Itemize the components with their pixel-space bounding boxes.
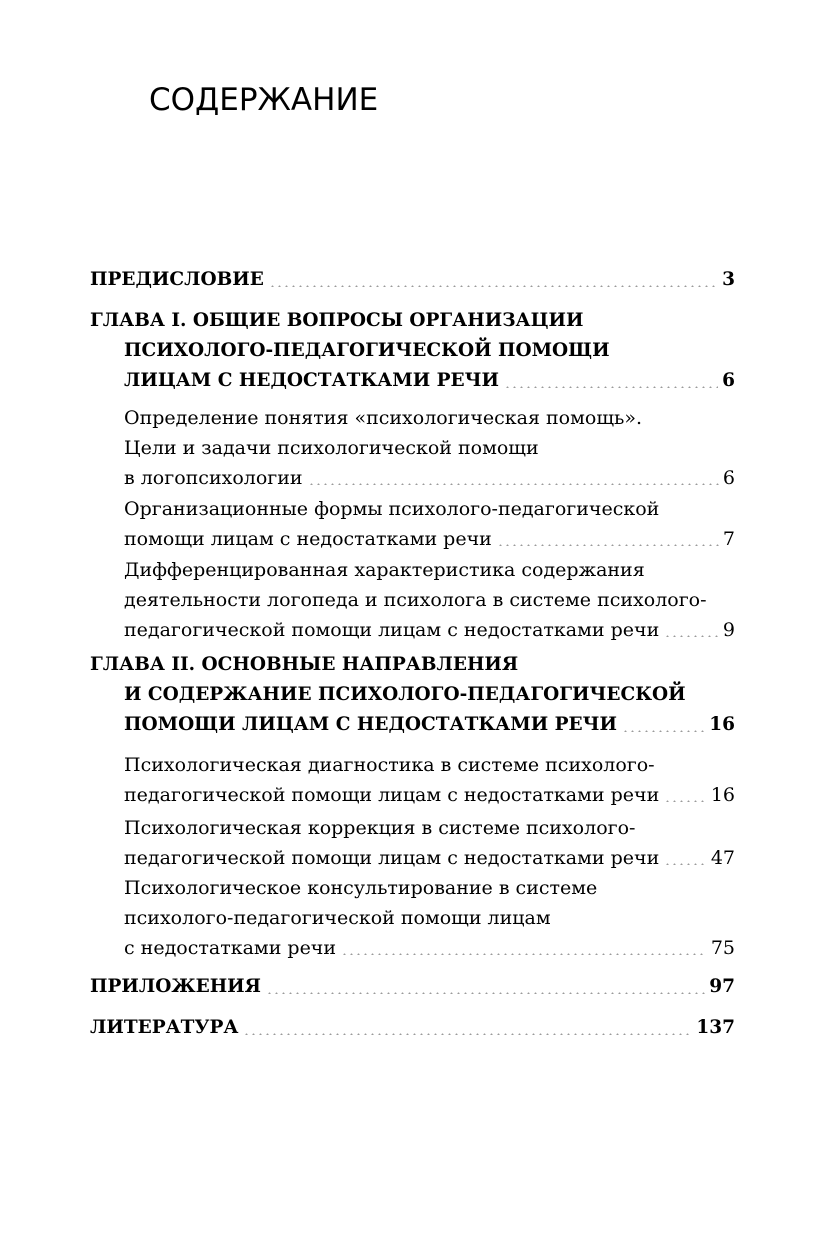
- toc-entry-title: ПРИЛОЖЕНИЯ: [90, 976, 261, 997]
- toc-entry-appendix[interactable]: [90, 972, 735, 1002]
- chapter-title-line: И СОДЕРЖАНИЕ ПСИХОЛОГО-ПЕДАГОГИЧЕСКОЙ: [124, 684, 686, 705]
- page-number: 16: [709, 714, 735, 735]
- dot-leader: [341, 953, 707, 955]
- dot-leader: [664, 635, 719, 637]
- toc-entry-title: ПРЕДИСЛОВИЕ: [90, 269, 264, 290]
- dot-leader: [664, 863, 707, 865]
- page-title: СОДЕРЖАНИЕ: [149, 82, 379, 118]
- dot-leader: [308, 483, 719, 485]
- dot-leader: [504, 386, 718, 388]
- toc-entry-literature[interactable]: [90, 1013, 735, 1043]
- dot-leader: [622, 730, 705, 732]
- toc-entry-preface[interactable]: [90, 265, 735, 295]
- page-number: 9: [722, 619, 735, 641]
- page-number: 6: [722, 370, 735, 391]
- chapter-title-line: ГЛАВА I. ОБЩИЕ ВОПРОСЫ ОРГАНИЗАЦИИ: [90, 310, 584, 331]
- dot-leader: [497, 544, 719, 546]
- page-number: 7: [722, 528, 735, 550]
- dot-leader: [266, 992, 705, 994]
- page-number: 16: [710, 784, 735, 806]
- dot-leader: [664, 800, 707, 802]
- chapter-title-line: ПСИХОЛОГО-ПЕДАГОГИЧЕСКОЙ ПОМОЩИ: [124, 340, 610, 361]
- page-number: 97: [709, 976, 735, 997]
- chapter-title-line: ПОМОЩИ ЛИЦАМ С НЕДОСТАТКАМИ РЕЧИ 16: [124, 710, 735, 740]
- chapter-title-line: ГЛАВА II. ОСНОВНЫЕ НАПРАВЛЕНИЯ: [90, 654, 519, 675]
- page-number: 137: [696, 1017, 735, 1038]
- chapter-title-line: ЛИЦАМ С НЕДОСТАТКАМИ РЕЧИ 6: [124, 366, 735, 396]
- page-number: 47: [710, 847, 735, 869]
- dot-leader: [243, 1033, 692, 1035]
- page-number: 3: [722, 269, 735, 290]
- dot-leader: [269, 285, 718, 287]
- page-number: 75: [710, 937, 735, 959]
- table-of-contents: ПРЕДИСЛОВИЕ 3 ГЛАВА I. ОБЩИЕ ВОПРОСЫ ОРГАНИЗАЦИИ ПСИХОЛОГО-ПЕДАГОГИЧЕСКОЙ ПОМОЩИ ЛИЦАМ С НЕДОСТАТКАМИ РЕЧИ 6 Определение понятия «психологическая помощь». Цели и задачи психологической помощи в логопсихологии 6 Организационные формы психолого-педагогической помощи лицам с недостатками речи 7 Дифференцированная характеристика содержания деятельности логопеда и психолога в системе психолого- педагогической помощи лицам с недостатками речи 9 ГЛАВА II. ОСНОВНЫЕ НАПРАВЛЕНИЯ И СОДЕРЖАНИЕ ПСИХОЛОГО-ПЕДАГОГИЧЕСКОЙ ПОМОЩИ ЛИЦАМ С НЕДОСТАТКАМИ РЕЧИ 16 Психологическая диагностика в системе психолого- педагогической помощи лицам с недостатками речи 16 Психологическая коррекция в системе психолого- педагогической помощи лицам с недостатками речи 47 Психологическое консультирование в системе психолого-педагогической помощи лицам с недостатками речи 75 ПРИЛОЖЕНИЯ 97 ЛИТЕРАТУРА 137: [0, 0, 827, 1240]
- toc-entry-title: ЛИТЕРАТУРА: [90, 1017, 239, 1038]
- page-number: 6: [722, 467, 735, 489]
